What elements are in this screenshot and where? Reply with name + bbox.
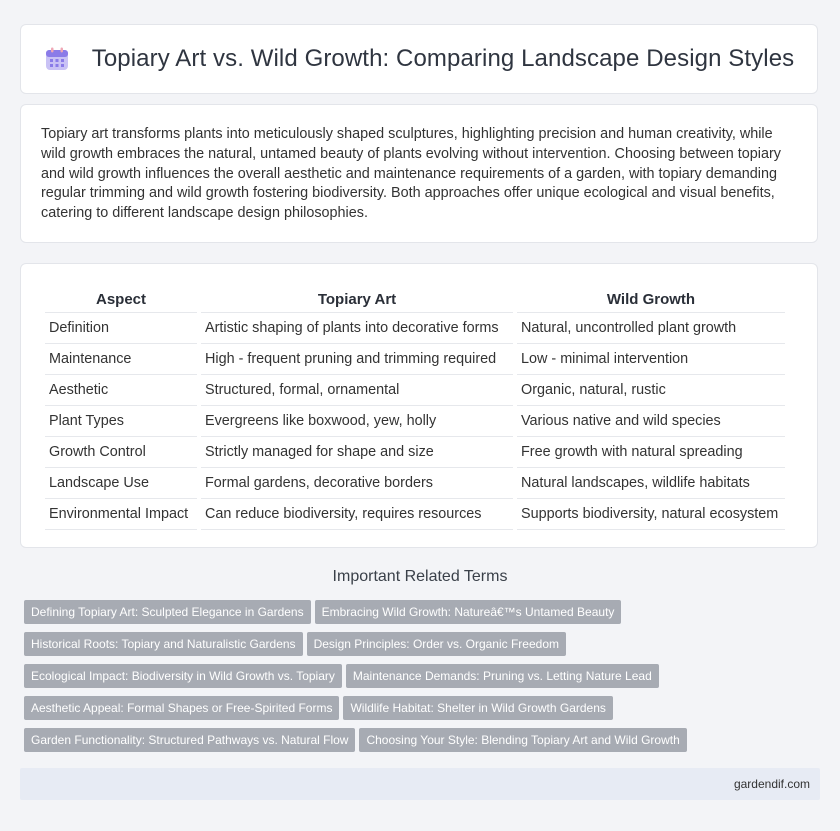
table-cell: Maintenance: [45, 344, 197, 375]
comparison-table-card: [20, 263, 818, 548]
related-terms-title: Important Related Terms: [332, 568, 508, 585]
table-cell: Free growth with natural spreading: [517, 437, 785, 468]
related-term-tag[interactable]: Ecological Impact: Biodiversity in Wild Growth vs. Topiary: [24, 664, 342, 688]
table-cell: Definition: [45, 313, 197, 344]
table-cell: Environmental Impact: [45, 499, 197, 530]
table-cell: Strictly managed for shape and size: [201, 437, 513, 468]
table-row: [45, 499, 785, 530]
table-row: [45, 406, 785, 437]
table-cell: Landscape Use: [45, 468, 197, 499]
table-row: [45, 344, 785, 375]
header-wild-growth: Wild Growth: [517, 284, 785, 313]
related-term-tag[interactable]: Embracing Wild Growth: Natureâ€™s Untamed Beauty: [315, 600, 622, 624]
related-terms-list: [24, 600, 824, 760]
table-header-row: [45, 284, 785, 313]
table-cell: Can reduce biodiversity, requires resources: [201, 499, 513, 530]
table-cell: Natural landscapes, wildlife habitats: [517, 468, 785, 499]
table-cell: Evergreens like boxwood, yew, holly: [201, 406, 513, 437]
header-card: [20, 24, 818, 94]
related-term-tag[interactable]: Choosing Your Style: Blending Topiary Art and Wild Growth: [359, 728, 686, 752]
table-row: [45, 437, 785, 468]
table-cell: Formal gardens, decorative borders: [201, 468, 513, 499]
comparison-table: [41, 284, 789, 530]
table-cell: Structured, formal, ornamental: [201, 375, 513, 406]
header-topiary-art: Topiary Art: [201, 284, 513, 313]
table-row: [45, 375, 785, 406]
related-term-tag[interactable]: Defining Topiary Art: Sculpted Elegance in Gardens: [24, 600, 311, 624]
table-cell: Aesthetic: [45, 375, 197, 406]
header-aspect: Aspect: [45, 284, 197, 313]
footer-bar: [20, 768, 820, 800]
table-cell: High - frequent pruning and trimming required: [201, 344, 513, 375]
related-term-tag[interactable]: Historical Roots: Topiary and Naturalistic Gardens: [24, 632, 303, 656]
table-cell: Various native and wild species: [517, 406, 785, 437]
related-term-tag[interactable]: Aesthetic Appeal: Formal Shapes or Free-Spirited Forms: [24, 696, 339, 720]
related-term-tag[interactable]: Garden Functionality: Structured Pathways vs. Natural Flow: [24, 728, 355, 752]
table-row: [45, 313, 785, 344]
intro-card: [20, 104, 818, 243]
intro-paragraph: Topiary art transforms plants into meticulously shaped sculptures, highlighting precision and human creativity, while wild growth embraces the natural, untamed beauty of plants evolving without intervention. Choosing between topiary and wild growth influences the overall aesthetic and maintenance requirements of a garden, with topiary demanding regular trimming and wild growth fostering biodiversity. Both approaches offer unique ecological and visual benefits, catering to different landscape design philosophies.: [41, 126, 781, 222]
page-title: Topiary Art vs. Wild Growth: Comparing Landscape Design Styles: [91, 45, 795, 72]
table-cell: Plant Types: [45, 406, 197, 437]
related-term-tag[interactable]: Design Principles: Order vs. Organic Freedom: [307, 632, 566, 656]
related-term-tag[interactable]: Maintenance Demands: Pruning vs. Letting Nature Lead: [346, 664, 659, 688]
calendar-icon: [44, 46, 70, 72]
table-cell: Organic, natural, rustic: [517, 375, 785, 406]
table-cell: Growth Control: [45, 437, 197, 468]
table-cell: Supports biodiversity, natural ecosystem: [517, 499, 785, 530]
table-cell: Artistic shaping of plants into decorative forms: [201, 313, 513, 344]
related-term-tag[interactable]: Wildlife Habitat: Shelter in Wild Growth Gardens: [343, 696, 612, 720]
table-cell: Natural, uncontrolled plant growth: [517, 313, 785, 344]
table-row: [45, 468, 785, 499]
table-cell: Low - minimal intervention: [517, 344, 785, 375]
footer-site-link[interactable]: gardendif.com: [733, 777, 810, 791]
